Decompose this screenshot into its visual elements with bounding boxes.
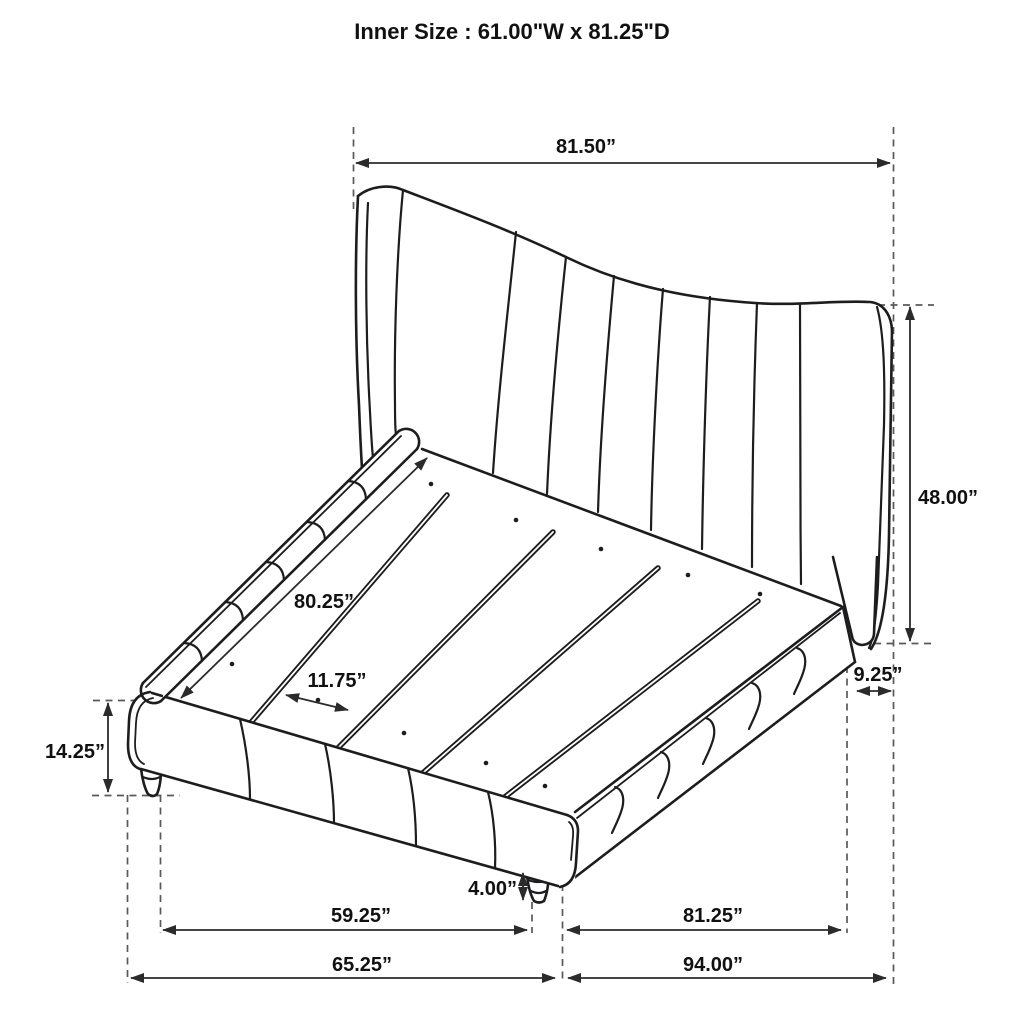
diagram-title: Inner Size : 61.00"W x 81.25"D: [354, 19, 670, 44]
dim-label-65: 65.25”: [331, 954, 393, 976]
dim-label-wing-depth: 9.25”: [853, 664, 903, 686]
dim-label-right-height: 48.00”: [918, 487, 979, 509]
dim-label-94: 94.00”: [682, 954, 744, 976]
dim-label-59: 59.25”: [330, 905, 392, 927]
dim-label-slat-gap: 11.75”: [307, 670, 367, 692]
dim-label-slat-length: 80.25”: [293, 591, 355, 613]
dim-label-corner-height: 14.25”: [44, 741, 105, 763]
dim-label-81: 81.25”: [682, 905, 744, 927]
dim-label-top-width: 81.50”: [555, 136, 617, 158]
dim-label-leg-height: 4.00”: [468, 878, 517, 900]
